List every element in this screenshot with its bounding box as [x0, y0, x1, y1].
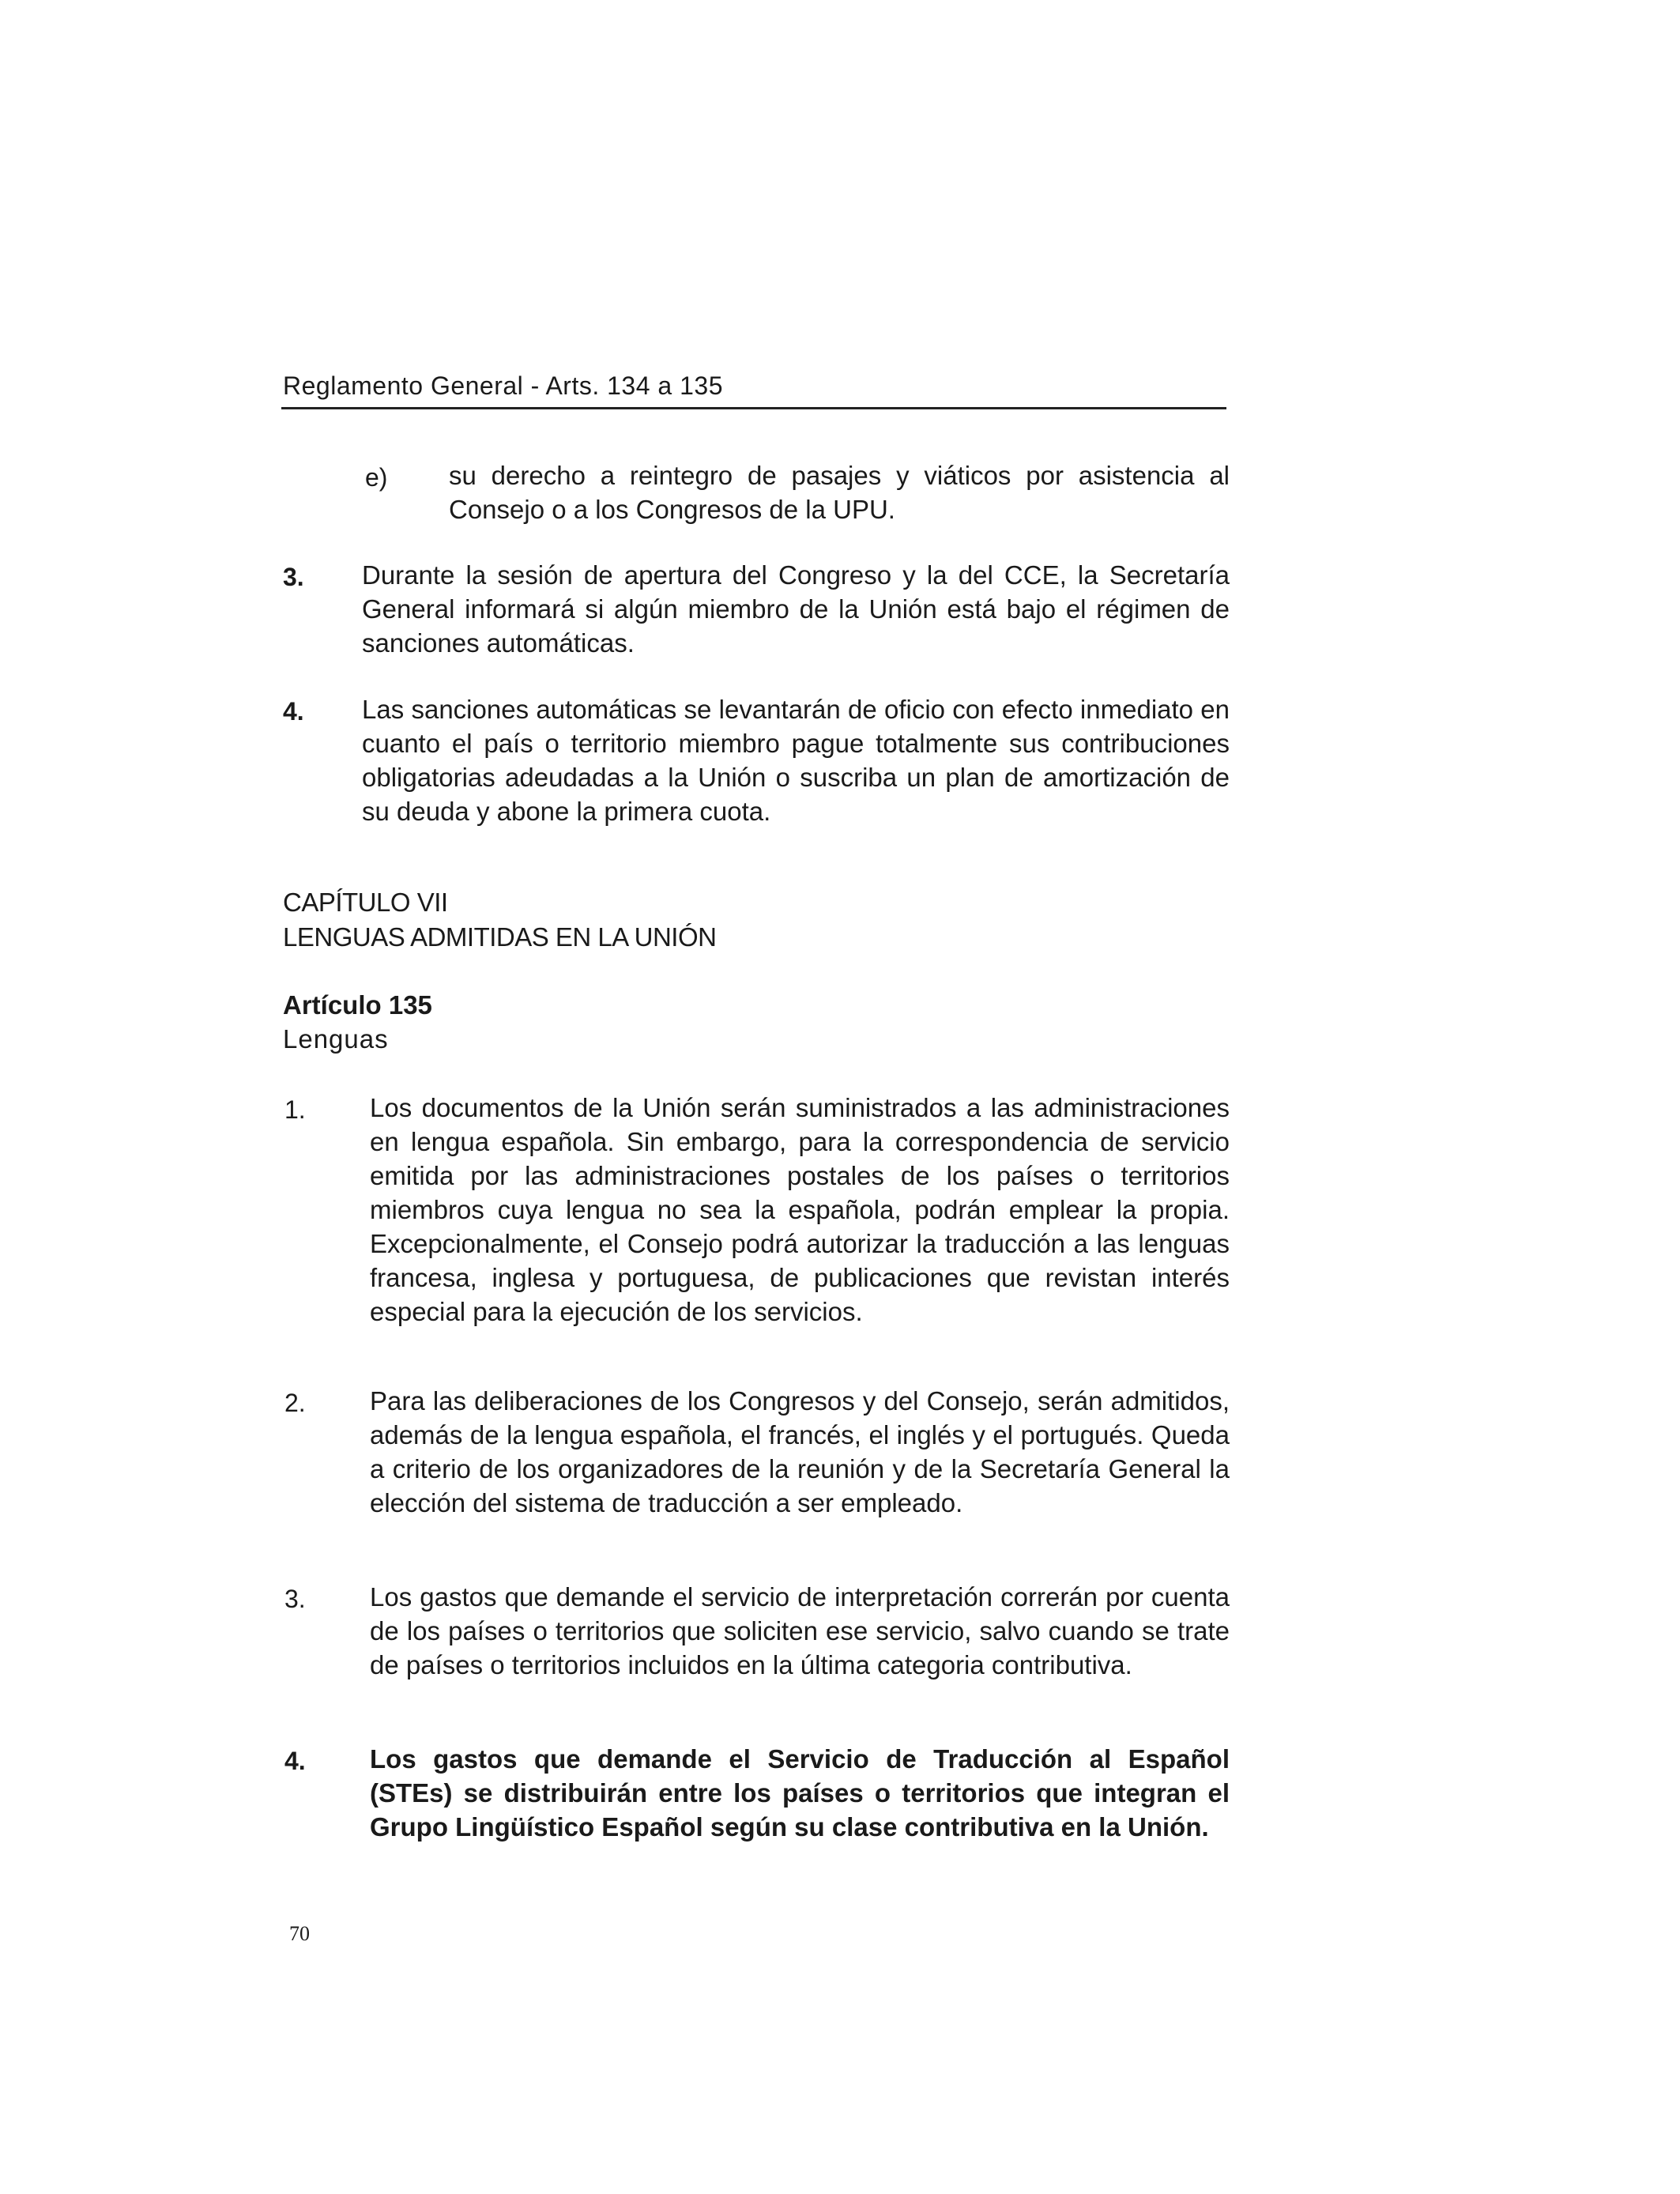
article-subtitle: Lenguas [283, 1024, 389, 1054]
para-4-text: Las sanciones automáticas se levantarán de oficio con efecto inmediato en cuanto el país o territorio miembro pague totalmente sus contribuciones obligatorias adeudadas a la Unión o suscriba un plan de amortización de su deuda y abone la primera cuota. [362, 695, 1230, 826]
article-title: Artículo 135 [283, 990, 432, 1020]
art-para-1-text: Los documentos de la Unión serán suministrados a las administraciones en lengua española. Sin embargo, para la correspondencia de servicio emitida por las administraciones postales de los países o territorios miembros cuya lengua no sea la española, podrán emplear la propia. Excepcionalmente, el Consejo podrá autorizar la traducción a las lenguas francesa, inglesa y portuguesa, de publicaciones que revistan interés especial para la ejecución de los servicios. [370, 1093, 1230, 1326]
art-para-2-number: 2. [284, 1389, 306, 1417]
art-para-1-number: 1. [284, 1095, 306, 1124]
para-3-text: Durante la sesión de apertura del Congreso y la del CCE, la Secretaría General informará si algún miembro de la Unión está bajo el régimen de sanciones automáticas. [362, 560, 1230, 658]
para-4-number: 4. [283, 697, 304, 726]
chapter-title: LENGUAS ADMITIDAS EN LA UNIÓN [283, 922, 717, 952]
art-para-3-number: 3. [284, 1585, 306, 1613]
art-para-3-text: Los gastos que demande el servicio de interpretación correrán por cuenta de los países o territorios que soliciten ese servicio, salvo cuando se trate de países o territorios incluidos en la última categoria contributiva. [370, 1582, 1230, 1679]
running-header: Reglamento General - Arts. 134 a 135 [283, 371, 723, 400]
item-e-label: e) [365, 463, 388, 492]
art-para-4-text: Los gastos que demande el Servicio de Traducción al Español (STEs) se distribuirán entre los países o territorios que integran el Grupo Lingüístico Español según su clase contributiva en la Unión. [370, 1744, 1230, 1842]
page-number: 70 [289, 1922, 310, 1945]
art-para-2-text: Para las deliberaciones de los Congresos y del Consejo, serán admitidos, además de la lengua española, el francés, el inglés y el portugués. Queda a criterio de los organizadores de la reunión y de la Secretaría General la elección del sistema de traducción a ser empleado. [370, 1386, 1230, 1517]
header-rule [281, 407, 1226, 409]
para-3-number: 3. [283, 563, 304, 591]
art-para-4-number: 4. [284, 1747, 306, 1775]
chapter-label: CAPÍTULO VII [283, 888, 448, 917]
item-e-text: su derecho a reintegro de pasajes y viáticos por asistencia al Consejo o a los Congresos de la UPU. [449, 461, 1230, 524]
